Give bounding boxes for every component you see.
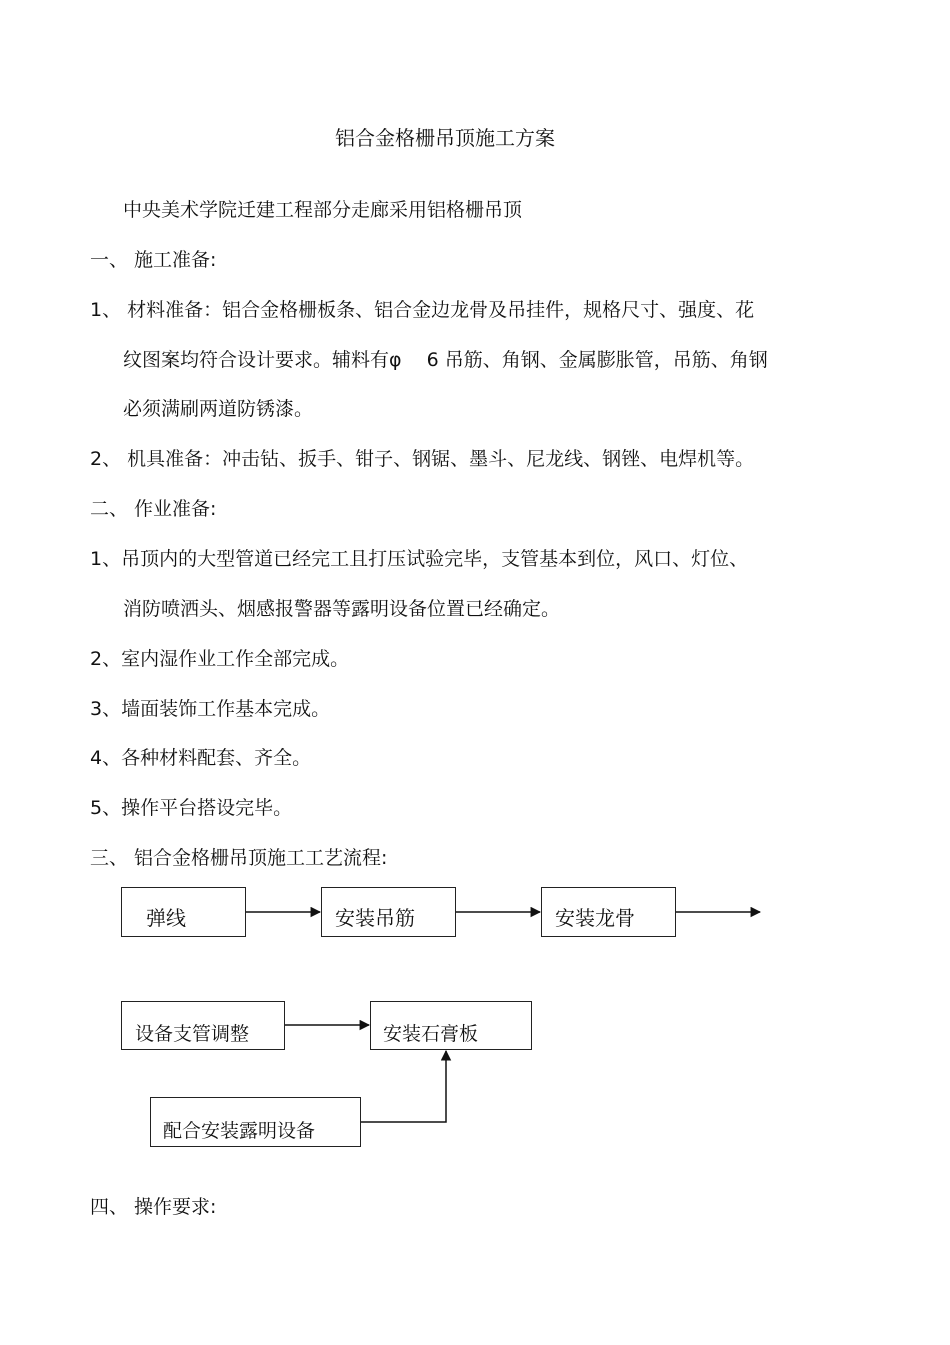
section3-heading: 三、 铝合金格栅吊顶施工工艺流程: [90,847,388,869]
flow-step-6 [150,1097,361,1147]
flow-step-3 [541,887,676,937]
flow-step-6-label: 配合安装露明设备 [163,1120,316,1142]
flow-step-2 [321,887,456,937]
intro-text: 中央美术学院迁建工程部分走廊采用铝格栅吊顶 [123,199,523,221]
flow-step-4-label: 设备支管调整 [135,1023,250,1045]
flow-step-3-label: 安装龙骨 [555,906,635,930]
section2-item4: 4、各种材料配套、齐全。 [90,747,312,769]
section2-item2: 2、室内湿作业工作全部完成。 [90,648,350,670]
arrow-step6-to-step5 [361,1051,446,1122]
section1-item1-line3: 必须满刷两道防锈漆。 [123,398,314,420]
section2-heading: 二、 作业准备: [90,498,217,520]
section2-item1-line2: 消防喷洒头、烟感报警器等露明设备位置已经确定。 [123,598,561,620]
flow-step-1 [121,887,246,937]
section4-heading: 四、 操作要求: [90,1196,217,1218]
flow-step-1-label: 弹线 [146,906,186,930]
flow-step-5 [370,1001,532,1050]
section1-heading: 一、 施工准备: [90,249,217,271]
section1-item2: 2、 机具准备：冲击钻、扳手、钳子、钢锯、墨斗、尼龙线、钢锉、电焊机等。 [90,448,755,470]
section2-item3: 3、墙面装饰工作基本完成。 [90,698,331,720]
flow-step-4 [121,1001,285,1050]
section1-item1-line2: 纹图案均符合设计要求。辅料有φ 6 吊筋、角钢、金属膨胀管，吊筋、角钢 [123,349,768,371]
flow-step-5-label: 安装石膏板 [383,1023,479,1045]
document-title: 铝合金格栅吊顶施工方案 [335,126,555,150]
section2-item1-line1: 1、吊顶内的大型管道已经完工且打压试验完毕，支管基本到位，风口、灯位、 [90,548,749,570]
section2-item5: 5、操作平台搭设完毕。 [90,797,293,819]
section1-item1-line1: 1、 材料准备：铝合金格栅板条、铝合金边龙骨及吊挂件，规格尺寸、强度、花 [90,299,755,321]
flow-step-2-label: 安装吊筋 [335,906,415,930]
